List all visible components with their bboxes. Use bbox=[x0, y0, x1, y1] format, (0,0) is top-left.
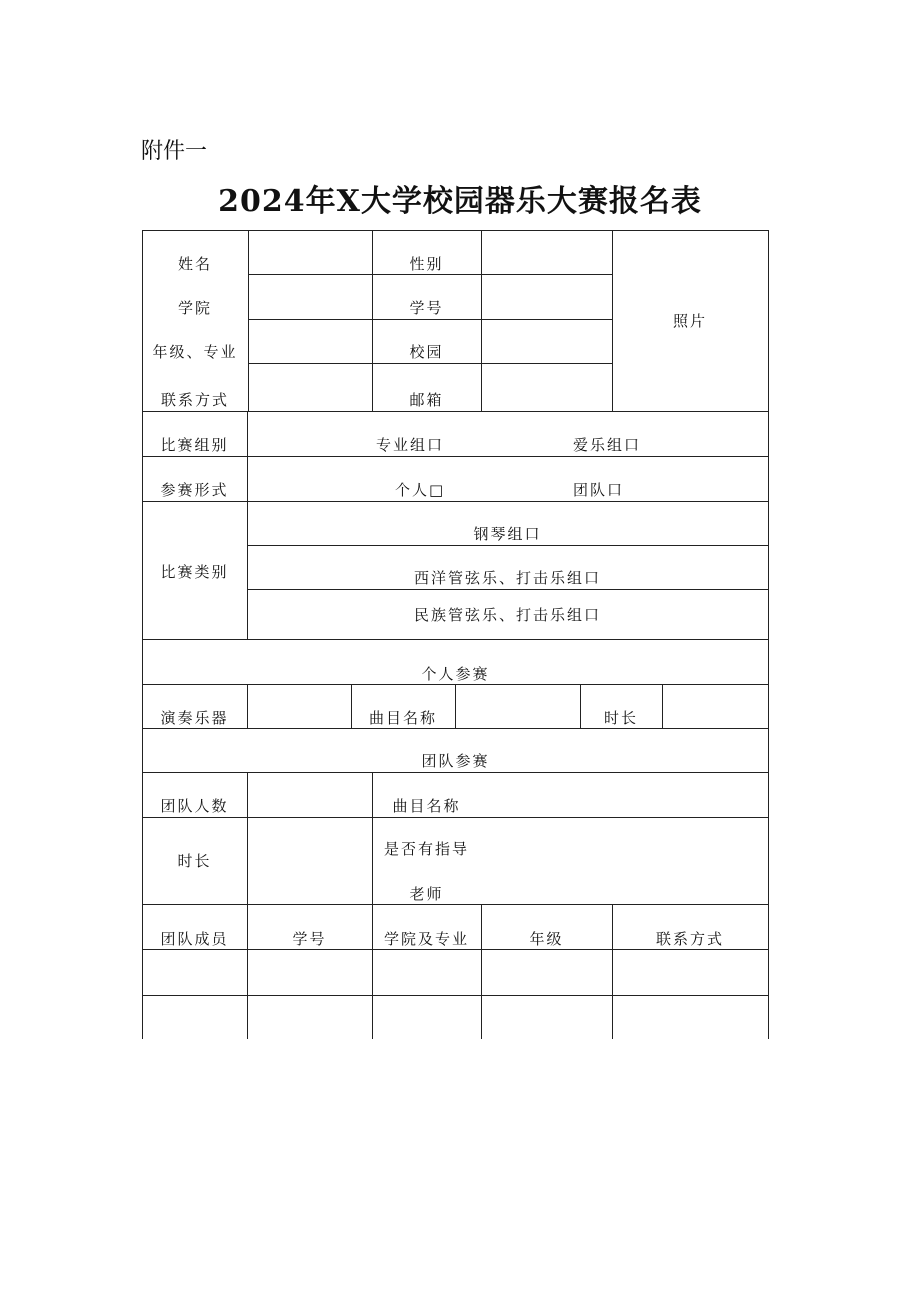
chinese-orchestral-option[interactable]: 民族管弦乐、打击乐组口 bbox=[413, 606, 601, 624]
table-rule bbox=[248, 274, 613, 275]
team-section-heading: 团队参赛 bbox=[421, 752, 490, 770]
table-rule bbox=[248, 230, 249, 411]
grade-major-label: 年级、专业 bbox=[152, 343, 238, 361]
team-member-count-label: 团队人数 bbox=[160, 797, 229, 815]
participation-form-label: 参赛形式 bbox=[160, 481, 229, 499]
table-rule bbox=[248, 589, 769, 590]
members-header-college-major: 学院及专业 bbox=[383, 930, 469, 948]
members-header-grade: 年级 bbox=[529, 930, 564, 948]
table-rule bbox=[662, 684, 663, 728]
instrument-label: 演奏乐器 bbox=[160, 709, 229, 727]
table-rule bbox=[142, 949, 769, 950]
table-rule bbox=[142, 904, 769, 905]
instructor-label-line1: 是否有指导 bbox=[383, 840, 469, 858]
college-label: 学院 bbox=[177, 299, 212, 317]
table-rule bbox=[142, 772, 769, 773]
photo-label: 照片 bbox=[672, 312, 707, 330]
professional-group-option[interactable]: 专业组口 bbox=[376, 436, 445, 454]
table-rule bbox=[248, 545, 769, 546]
table-rule bbox=[247, 772, 248, 1039]
attachment-label: 附件一 bbox=[141, 139, 208, 164]
table-rule bbox=[481, 904, 482, 1039]
table-rule bbox=[142, 817, 769, 818]
competition-category-label: 比赛类别 bbox=[160, 563, 229, 581]
members-header-student-id: 学号 bbox=[292, 930, 327, 948]
campus-label: 校园 bbox=[409, 343, 444, 361]
piano-group-option[interactable]: 钢琴组口 bbox=[473, 525, 542, 543]
team-duration-label: 时长 bbox=[177, 852, 212, 870]
table-rule bbox=[612, 904, 613, 1039]
table-rule bbox=[142, 639, 769, 640]
student-id-label: 学号 bbox=[409, 299, 444, 317]
instructor-label-line2: 老师 bbox=[409, 885, 444, 903]
team-piece-label: 曲目名称 bbox=[392, 797, 461, 815]
individual-duration-label: 时长 bbox=[603, 709, 638, 727]
gender-label: 性别 bbox=[409, 255, 444, 273]
competition-group-label: 比赛组别 bbox=[160, 436, 229, 454]
table-border bbox=[142, 230, 769, 231]
amateur-group-option[interactable]: 爱乐组口 bbox=[573, 436, 642, 454]
team-option[interactable]: 团队口 bbox=[573, 481, 625, 499]
form-title: 2024年X大学校园器乐大赛报名表 bbox=[218, 184, 702, 219]
table-border bbox=[768, 230, 769, 1039]
individual-option[interactable]: 个人□ bbox=[395, 481, 446, 499]
email-label: 邮箱 bbox=[409, 391, 444, 409]
table-rule bbox=[248, 319, 613, 320]
members-header-member: 团队成员 bbox=[160, 930, 229, 948]
table-rule bbox=[455, 684, 456, 728]
table-rule bbox=[481, 230, 482, 411]
individual-piece-label: 曲目名称 bbox=[368, 709, 437, 727]
table-rule bbox=[248, 363, 613, 364]
table-rule bbox=[142, 995, 769, 996]
table-rule bbox=[247, 684, 248, 728]
table-rule bbox=[142, 501, 769, 502]
name-label: 姓名 bbox=[177, 255, 212, 273]
table-rule bbox=[142, 728, 769, 729]
western-orchestral-option[interactable]: 西洋管弦乐、打击乐组口 bbox=[413, 569, 601, 587]
table-rule bbox=[142, 411, 769, 412]
individual-section-heading: 个人参赛 bbox=[421, 665, 490, 683]
contact-label: 联系方式 bbox=[160, 391, 229, 409]
table-rule bbox=[142, 456, 769, 457]
members-header-contact: 联系方式 bbox=[655, 930, 724, 948]
